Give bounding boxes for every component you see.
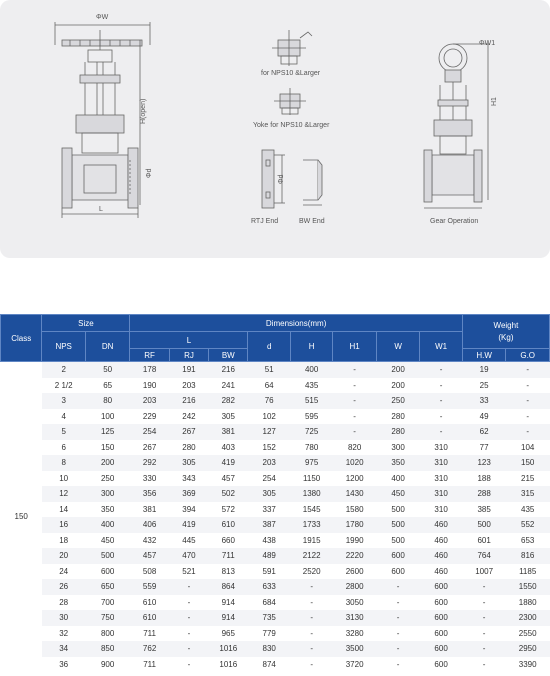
table-cell: 600 bbox=[85, 564, 130, 580]
table-cell: 50 bbox=[85, 362, 130, 378]
table-cell: 2800 bbox=[333, 579, 376, 595]
table-cell: 684 bbox=[248, 595, 290, 611]
table-cell: 1990 bbox=[333, 533, 376, 549]
table-cell: 1380 bbox=[290, 486, 332, 502]
table-cell: 200 bbox=[376, 362, 419, 378]
table-cell: 750 bbox=[85, 610, 130, 626]
table-cell: 24 bbox=[42, 564, 85, 580]
table-cell: 874 bbox=[248, 657, 290, 673]
table-cell: 123 bbox=[462, 455, 505, 471]
table-cell: 381 bbox=[130, 502, 169, 518]
class-cell: 150 bbox=[1, 362, 42, 673]
table-row bbox=[1, 378, 550, 394]
dim-label-h-open: H(open) bbox=[140, 98, 147, 124]
table-cell: - bbox=[290, 579, 332, 595]
table-body bbox=[1, 362, 550, 673]
table-cell: - bbox=[376, 595, 419, 611]
table-cell: 215 bbox=[506, 471, 550, 487]
table-cell: 820 bbox=[333, 440, 376, 456]
table-cell: 77 bbox=[462, 440, 505, 456]
table-cell: 813 bbox=[209, 564, 248, 580]
table-cell: 457 bbox=[130, 548, 169, 564]
table-cell: 595 bbox=[290, 409, 332, 425]
header-d: d bbox=[248, 332, 290, 362]
table-cell: 250 bbox=[85, 471, 130, 487]
table-cell: 300 bbox=[376, 440, 419, 456]
caption-bw-end: BW End bbox=[299, 218, 325, 225]
table-cell: 3500 bbox=[333, 641, 376, 657]
table-cell: 450 bbox=[376, 486, 419, 502]
table-cell: 2 1/2 bbox=[42, 378, 85, 394]
table-cell: 150 bbox=[506, 455, 550, 471]
table-cell: 49 bbox=[462, 409, 505, 425]
table-cell: 816 bbox=[506, 548, 550, 564]
table-cell: 20 bbox=[42, 548, 85, 564]
table-cell: 191 bbox=[169, 362, 208, 378]
table-cell: 432 bbox=[130, 533, 169, 549]
table-cell: - bbox=[290, 641, 332, 657]
table-cell: 310 bbox=[420, 471, 463, 487]
header-hw: H.W bbox=[462, 349, 505, 362]
table-cell: 1020 bbox=[333, 455, 376, 471]
table-cell: 762 bbox=[130, 641, 169, 657]
table-cell: 864 bbox=[209, 579, 248, 595]
table-cell: 288 bbox=[462, 486, 505, 502]
table-cell: 3130 bbox=[333, 610, 376, 626]
table-cell: 779 bbox=[248, 626, 290, 642]
table-cell: 591 bbox=[248, 564, 290, 580]
table-cell: 2520 bbox=[290, 564, 332, 580]
table-row bbox=[1, 517, 550, 533]
table-cell: 6 bbox=[42, 440, 85, 456]
table-cell: 100 bbox=[85, 409, 130, 425]
table-cell: 152 bbox=[248, 440, 290, 456]
table-row bbox=[1, 533, 550, 549]
table-cell: 36 bbox=[42, 657, 85, 673]
table-cell: 305 bbox=[248, 486, 290, 502]
table-cell: - bbox=[420, 362, 463, 378]
table-cell: - bbox=[169, 595, 208, 611]
header-rf: RF bbox=[130, 349, 169, 362]
table-cell: 350 bbox=[376, 455, 419, 471]
table-cell: 2 bbox=[42, 362, 85, 378]
table-cell: 1150 bbox=[290, 471, 332, 487]
table-cell: 653 bbox=[506, 533, 550, 549]
table-row bbox=[1, 502, 550, 518]
table-cell: 400 bbox=[85, 517, 130, 533]
table-cell: 830 bbox=[248, 641, 290, 657]
table-cell: 216 bbox=[169, 393, 208, 409]
table-cell: 700 bbox=[85, 595, 130, 611]
table-row bbox=[1, 393, 550, 409]
table-cell: - bbox=[290, 626, 332, 642]
table-cell: 500 bbox=[85, 548, 130, 564]
table-row bbox=[1, 409, 550, 425]
table-cell: - bbox=[169, 626, 208, 642]
table-cell: 305 bbox=[169, 455, 208, 471]
table-cell: 267 bbox=[130, 440, 169, 456]
table-cell: 1580 bbox=[333, 502, 376, 518]
header-h: H bbox=[290, 332, 332, 362]
table-cell: 900 bbox=[85, 657, 130, 673]
table-cell: 80 bbox=[85, 393, 130, 409]
table-cell: 267 bbox=[169, 424, 208, 440]
header-size: Size bbox=[42, 315, 130, 332]
table-cell: 242 bbox=[169, 409, 208, 425]
table-cell: 282 bbox=[209, 393, 248, 409]
table-cell: 102 bbox=[248, 409, 290, 425]
table-cell: 14 bbox=[42, 502, 85, 518]
table-cell: 104 bbox=[506, 440, 550, 456]
table-cell: - bbox=[376, 641, 419, 657]
table-cell: 1880 bbox=[506, 595, 550, 611]
table-cell: 150 bbox=[85, 440, 130, 456]
gate-valve-drawing bbox=[55, 22, 150, 218]
table-cell: 216 bbox=[209, 362, 248, 378]
table-cell: - bbox=[506, 378, 550, 394]
table-cell: - bbox=[333, 393, 376, 409]
table-cell: 51 bbox=[248, 362, 290, 378]
table-row bbox=[1, 579, 550, 595]
table-cell: 400 bbox=[290, 362, 332, 378]
bw-end-drawing bbox=[303, 160, 322, 205]
table-cell: 1016 bbox=[209, 657, 248, 673]
table-cell: 2950 bbox=[506, 641, 550, 657]
table-cell: 1185 bbox=[506, 564, 550, 580]
table-cell: 438 bbox=[248, 533, 290, 549]
dimensions-table bbox=[0, 314, 550, 672]
table-cell: 65 bbox=[85, 378, 130, 394]
table-cell: 600 bbox=[420, 610, 463, 626]
table-cell: 280 bbox=[169, 440, 208, 456]
table-cell: 500 bbox=[462, 517, 505, 533]
table-cell: 450 bbox=[85, 533, 130, 549]
header-h1: H1 bbox=[333, 332, 376, 362]
dim-label-phi-w: ΦW bbox=[96, 14, 109, 21]
table-cell: 2300 bbox=[506, 610, 550, 626]
header-dn: DN bbox=[85, 332, 130, 362]
table-cell: 280 bbox=[376, 409, 419, 425]
table-cell: 419 bbox=[209, 455, 248, 471]
table-cell: 203 bbox=[169, 378, 208, 394]
table-cell: 32 bbox=[42, 626, 85, 642]
table-row bbox=[1, 471, 550, 487]
table-cell: 460 bbox=[420, 564, 463, 580]
table-cell: 600 bbox=[420, 579, 463, 595]
table-cell: - bbox=[169, 641, 208, 657]
table-cell: 735 bbox=[248, 610, 290, 626]
table-cell: 385 bbox=[462, 502, 505, 518]
table-cell: 3280 bbox=[333, 626, 376, 642]
table-cell: 515 bbox=[290, 393, 332, 409]
table-cell: 16 bbox=[42, 517, 85, 533]
table-cell: - bbox=[333, 424, 376, 440]
table-cell: - bbox=[420, 409, 463, 425]
table-cell: 292 bbox=[130, 455, 169, 471]
caption-yoke-nps10: Yoke for NPS10 &Larger bbox=[253, 122, 330, 129]
table-cell: 1915 bbox=[290, 533, 332, 549]
table-cell: 12 bbox=[42, 486, 85, 502]
table-cell: - bbox=[506, 393, 550, 409]
header-nps: NPS bbox=[42, 332, 85, 362]
table-row bbox=[1, 564, 550, 580]
table-cell: - bbox=[333, 378, 376, 394]
table-cell: 500 bbox=[376, 533, 419, 549]
table-cell: - bbox=[506, 362, 550, 378]
technical-drawing-panel bbox=[0, 0, 550, 258]
table-cell: 10 bbox=[42, 471, 85, 487]
table-cell: 387 bbox=[248, 517, 290, 533]
dim-label-phi-d-end: Φd bbox=[278, 174, 285, 184]
table-cell: 33 bbox=[462, 393, 505, 409]
table-cell: 460 bbox=[420, 533, 463, 549]
table-cell: 502 bbox=[209, 486, 248, 502]
table-cell: 1200 bbox=[333, 471, 376, 487]
table-cell: 369 bbox=[169, 486, 208, 502]
header-go: G.O bbox=[506, 349, 550, 362]
table-cell: - bbox=[462, 595, 505, 611]
table-cell: 552 bbox=[506, 517, 550, 533]
table-cell: - bbox=[376, 626, 419, 642]
table-cell: - bbox=[333, 409, 376, 425]
table-cell: 406 bbox=[130, 517, 169, 533]
table-cell: 914 bbox=[209, 610, 248, 626]
table-cell: 435 bbox=[290, 378, 332, 394]
table-cell: 2122 bbox=[290, 548, 332, 564]
table-cell: 460 bbox=[420, 548, 463, 564]
table-cell: 343 bbox=[169, 471, 208, 487]
header-weight: Weight (Kg) bbox=[462, 315, 549, 349]
gear-operation-drawing bbox=[424, 44, 490, 208]
table-cell: 229 bbox=[130, 409, 169, 425]
table-cell: 188 bbox=[462, 471, 505, 487]
table-cell: 725 bbox=[290, 424, 332, 440]
table-cell: 125 bbox=[85, 424, 130, 440]
header-rj: RJ bbox=[169, 349, 208, 362]
table-cell: 4 bbox=[42, 409, 85, 425]
table-cell: 19 bbox=[462, 362, 505, 378]
table-cell: 711 bbox=[130, 657, 169, 673]
table-cell: 250 bbox=[376, 393, 419, 409]
table-cell: 241 bbox=[209, 378, 248, 394]
dim-label-h1: H1 bbox=[491, 97, 498, 106]
table-row bbox=[1, 657, 550, 673]
table-cell: 521 bbox=[169, 564, 208, 580]
table-cell: 600 bbox=[376, 548, 419, 564]
table-row bbox=[1, 486, 550, 502]
table-cell: 650 bbox=[85, 579, 130, 595]
table-row bbox=[1, 548, 550, 564]
table-cell: 300 bbox=[85, 486, 130, 502]
table-row bbox=[1, 595, 550, 611]
table-cell: 489 bbox=[248, 548, 290, 564]
table-cell: 780 bbox=[290, 440, 332, 456]
table-cell: 850 bbox=[85, 641, 130, 657]
table-cell: 280 bbox=[376, 424, 419, 440]
table-cell: 419 bbox=[169, 517, 208, 533]
table-cell: 914 bbox=[209, 595, 248, 611]
table-cell: 200 bbox=[85, 455, 130, 471]
header-l: L bbox=[130, 332, 248, 349]
table-cell: 1780 bbox=[333, 517, 376, 533]
table-row bbox=[1, 455, 550, 471]
table-cell: 76 bbox=[248, 393, 290, 409]
table-cell: 190 bbox=[130, 378, 169, 394]
table-cell: 610 bbox=[209, 517, 248, 533]
header-w1: W1 bbox=[420, 332, 463, 362]
header-w: W bbox=[376, 332, 419, 362]
table-cell: 600 bbox=[420, 641, 463, 657]
header-dimensions: Dimensions(mm) bbox=[130, 315, 462, 332]
table-cell: 25 bbox=[462, 378, 505, 394]
table-cell: 305 bbox=[209, 409, 248, 425]
table-cell: - bbox=[169, 657, 208, 673]
table-cell: 3720 bbox=[333, 657, 376, 673]
table-cell: 337 bbox=[248, 502, 290, 518]
table-cell: 660 bbox=[209, 533, 248, 549]
dim-label-l: L bbox=[99, 206, 103, 213]
table-cell: 3390 bbox=[506, 657, 550, 673]
table-cell: 178 bbox=[130, 362, 169, 378]
table-cell: 600 bbox=[420, 595, 463, 611]
caption-gear-operation: Gear Operation bbox=[430, 218, 479, 225]
table-cell: 600 bbox=[420, 626, 463, 642]
table-cell: 18 bbox=[42, 533, 85, 549]
table-cell: - bbox=[462, 626, 505, 642]
table-cell: 3 bbox=[42, 393, 85, 409]
table-cell: 764 bbox=[462, 548, 505, 564]
table-cell: 610 bbox=[130, 610, 169, 626]
table-cell: 28 bbox=[42, 595, 85, 611]
table-cell: 800 bbox=[85, 626, 130, 642]
caption-rtj-end: RTJ End bbox=[251, 218, 279, 225]
table-cell: 310 bbox=[420, 440, 463, 456]
table-cell: 965 bbox=[209, 626, 248, 642]
table-cell: - bbox=[420, 424, 463, 440]
table-cell: 200 bbox=[376, 378, 419, 394]
table-cell: 2550 bbox=[506, 626, 550, 642]
table-cell: - bbox=[462, 610, 505, 626]
table-cell: - bbox=[290, 610, 332, 626]
table-cell: 310 bbox=[420, 486, 463, 502]
table-row bbox=[1, 424, 550, 440]
table-cell: 356 bbox=[130, 486, 169, 502]
table-cell: 34 bbox=[42, 641, 85, 657]
table-cell: 1430 bbox=[333, 486, 376, 502]
table-cell: 470 bbox=[169, 548, 208, 564]
table-cell: 310 bbox=[420, 502, 463, 518]
table-cell: - bbox=[506, 424, 550, 440]
table-cell: 600 bbox=[376, 564, 419, 580]
table-cell: - bbox=[420, 378, 463, 394]
table-cell: 711 bbox=[130, 626, 169, 642]
table-cell: - bbox=[376, 579, 419, 595]
table-cell: 435 bbox=[506, 502, 550, 518]
header-bw: BW bbox=[209, 349, 248, 362]
table-cell: 500 bbox=[376, 502, 419, 518]
table-cell: 1016 bbox=[209, 641, 248, 657]
table-cell: 445 bbox=[169, 533, 208, 549]
table-cell: 8 bbox=[42, 455, 85, 471]
table-cell: 30 bbox=[42, 610, 85, 626]
table-cell: 457 bbox=[209, 471, 248, 487]
table-cell: 381 bbox=[209, 424, 248, 440]
table-cell: 394 bbox=[169, 502, 208, 518]
table-cell: 1550 bbox=[506, 579, 550, 595]
table-row bbox=[1, 440, 550, 456]
table-cell: 610 bbox=[130, 595, 169, 611]
table-cell: - bbox=[169, 610, 208, 626]
table-cell: 711 bbox=[209, 548, 248, 564]
table-cell: 633 bbox=[248, 579, 290, 595]
table-cell: - bbox=[376, 657, 419, 673]
table-cell: 350 bbox=[85, 502, 130, 518]
table-row bbox=[1, 626, 550, 642]
table-cell: - bbox=[462, 657, 505, 673]
table-cell: - bbox=[462, 579, 505, 595]
table-cell: 203 bbox=[130, 393, 169, 409]
dim-label-phi-w1: ΦW1 bbox=[479, 40, 496, 47]
table-cell: 2600 bbox=[333, 564, 376, 580]
table-cell: 400 bbox=[376, 471, 419, 487]
table-cell: - bbox=[290, 595, 332, 611]
table-cell: - bbox=[169, 579, 208, 595]
header-class: Class bbox=[1, 315, 42, 362]
table-cell: 310 bbox=[420, 455, 463, 471]
table-cell: 2220 bbox=[333, 548, 376, 564]
table-cell: 330 bbox=[130, 471, 169, 487]
dim-label-phi-d: Φd bbox=[146, 168, 153, 178]
table-cell: 1007 bbox=[462, 564, 505, 580]
table-row bbox=[1, 362, 550, 378]
table-cell: 1733 bbox=[290, 517, 332, 533]
table-cell: 127 bbox=[248, 424, 290, 440]
caption-for-nps10: for NPS10 &Larger bbox=[261, 70, 321, 77]
table-cell: - bbox=[290, 657, 332, 673]
table-cell: - bbox=[333, 362, 376, 378]
table-cell: 3050 bbox=[333, 595, 376, 611]
table-cell: 460 bbox=[420, 517, 463, 533]
table-cell: 601 bbox=[462, 533, 505, 549]
table-cell: 975 bbox=[290, 455, 332, 471]
table-row bbox=[1, 610, 550, 626]
table-cell: 254 bbox=[248, 471, 290, 487]
table-cell: 508 bbox=[130, 564, 169, 580]
table-cell: 1545 bbox=[290, 502, 332, 518]
table-cell: 64 bbox=[248, 378, 290, 394]
table-cell: - bbox=[506, 409, 550, 425]
table-cell: 5 bbox=[42, 424, 85, 440]
table-cell: 62 bbox=[462, 424, 505, 440]
table-row bbox=[1, 641, 550, 657]
table-cell: 254 bbox=[130, 424, 169, 440]
table-cell: 26 bbox=[42, 579, 85, 595]
table-cell: - bbox=[462, 641, 505, 657]
table-cell: 315 bbox=[506, 486, 550, 502]
table-cell: 203 bbox=[248, 455, 290, 471]
table-cell: - bbox=[376, 610, 419, 626]
table-cell: 500 bbox=[376, 517, 419, 533]
table-cell: 572 bbox=[209, 502, 248, 518]
table-cell: 600 bbox=[420, 657, 463, 673]
table-cell: 559 bbox=[130, 579, 169, 595]
table-cell: - bbox=[420, 393, 463, 409]
table-cell: 403 bbox=[209, 440, 248, 456]
